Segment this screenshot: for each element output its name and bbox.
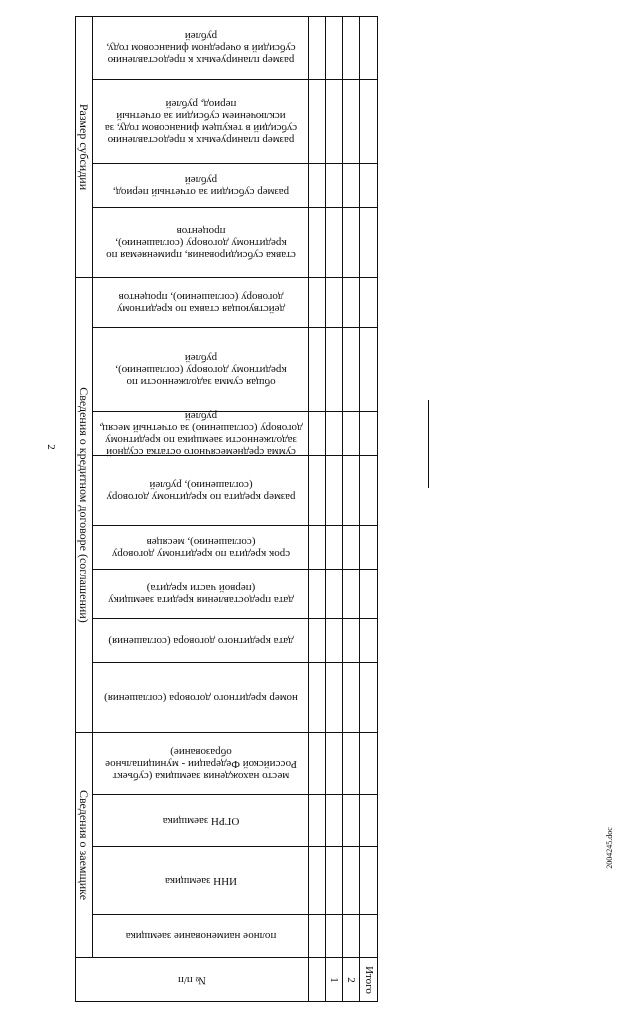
data-cell (326, 17, 343, 80)
col-header-label: сумма среднемесячного остатка ссудной задолженности заемщика по кредитному договору (соглашению) за отчетный месяц, рублей (98, 409, 303, 458)
group-header-cell (76, 733, 93, 958)
table-row (76, 80, 378, 164)
data-cell (326, 278, 343, 328)
data-cell (343, 17, 360, 80)
data-cell (326, 208, 343, 278)
data-cell (343, 208, 360, 278)
data-cell (360, 164, 378, 208)
col-header-cell (93, 456, 309, 526)
document-code: 2004245.doc (605, 827, 614, 869)
table-row (76, 958, 378, 1002)
data-cell (326, 795, 343, 847)
gap-cell (309, 17, 326, 80)
row-label-cell (343, 958, 360, 1002)
data-cell (326, 164, 343, 208)
page-number: 2 (45, 444, 57, 450)
col-header-label: ИНН заемщика (164, 874, 237, 887)
group-header-label: Сведения о кредитном договоре (соглашении) (77, 387, 91, 623)
table-row (76, 733, 378, 795)
table-row (76, 663, 378, 733)
gap-cell (309, 958, 326, 1002)
col-header-cell (93, 17, 309, 80)
data-cell (360, 328, 378, 412)
row-label: Итого (362, 965, 375, 994)
gap-cell (309, 847, 326, 915)
col-header-cell (93, 733, 309, 795)
data-cell (343, 80, 360, 164)
gap-cell (309, 412, 326, 456)
gap-cell (309, 456, 326, 526)
gap-cell (309, 80, 326, 164)
subsidy-table (75, 16, 378, 1002)
col-header-label: ОГРН заемщика (162, 814, 239, 827)
separator-line (428, 400, 429, 488)
table-row (76, 570, 378, 619)
table-row (76, 328, 378, 412)
data-cell (360, 208, 378, 278)
data-cell (343, 456, 360, 526)
data-cell (360, 526, 378, 570)
data-cell (343, 526, 360, 570)
row-label-cell (326, 958, 343, 1002)
col-header-cell (93, 208, 309, 278)
gap-cell (309, 278, 326, 328)
data-cell (343, 663, 360, 733)
gap-cell (309, 795, 326, 847)
data-cell (343, 847, 360, 915)
gap-cell (309, 526, 326, 570)
data-cell (326, 663, 343, 733)
data-cell (360, 80, 378, 164)
data-cell (360, 570, 378, 619)
col-header-label: размер субсидии за отчетный период, рублей (112, 173, 289, 198)
col-header-label: № п/п (177, 973, 207, 986)
data-cell (343, 619, 360, 663)
col-header-cell (93, 80, 309, 164)
col-header-cell (93, 915, 309, 958)
data-cell (360, 733, 378, 795)
table-row (76, 412, 378, 456)
gap-cell (309, 570, 326, 619)
data-cell (360, 619, 378, 663)
row-label: 2 (345, 976, 357, 983)
data-cell (360, 456, 378, 526)
col-header-label: общая сумма задолженности по кредитному договору (соглашению), рублей (114, 351, 287, 388)
data-cell (360, 795, 378, 847)
gap-cell (309, 663, 326, 733)
data-cell (326, 526, 343, 570)
table-row (76, 619, 378, 663)
data-cell (343, 278, 360, 328)
row-label: 1 (328, 976, 340, 983)
data-cell (343, 733, 360, 795)
col-header-label: действующая ставка по кредитному договору (соглашению), процентов (116, 290, 285, 315)
data-cell (326, 847, 343, 915)
table-row (76, 795, 378, 847)
table-row (76, 847, 378, 915)
col-header-cell (93, 663, 309, 733)
group-header-cell (76, 17, 93, 278)
data-cell (343, 570, 360, 619)
data-cell (360, 278, 378, 328)
col-header-cell (93, 847, 309, 915)
data-cell (326, 456, 343, 526)
col-header-label: дата кредитного договора (соглашения) (107, 634, 294, 647)
table-row (76, 526, 378, 570)
table-row (76, 164, 378, 208)
data-cell (326, 733, 343, 795)
data-cell (326, 619, 343, 663)
group-header-cell (76, 278, 93, 733)
col-header-cell (93, 278, 309, 328)
col-header-label: дата предоставления кредита заемщику (первой части кредита) (107, 582, 294, 606)
table-row (76, 456, 378, 526)
data-cell (343, 412, 360, 456)
data-cell (326, 412, 343, 456)
col-header-cell (93, 526, 309, 570)
col-header-cell (93, 619, 309, 663)
table-row (76, 278, 378, 328)
gap-cell (309, 619, 326, 663)
col-header-label: срок кредита по кредитному договору (соглашению), месяцев (111, 535, 290, 560)
col-header-label: размер планируемых к предоставлению субсидий в очередном финансовом году, рублей (105, 30, 296, 66)
data-cell (343, 164, 360, 208)
data-cell (360, 663, 378, 733)
gap-cell (309, 915, 326, 958)
col-header-cell (93, 409, 309, 458)
group-header-label: Размер субсидии (77, 103, 91, 191)
data-cell (360, 847, 378, 915)
data-cell (326, 80, 343, 164)
data-cell (326, 328, 343, 412)
table-row (76, 208, 378, 278)
col-header-label: номер кредитного договора (соглашения) (103, 691, 298, 704)
col-header-label: место нахождения заемщика (субъект Российской Федерации - муниципальное образование) (104, 745, 297, 782)
data-cell (360, 17, 378, 80)
col-header-label: полное наименование заемщика (125, 930, 276, 942)
col-header-label: ставка субсидирования, применяемая по кредитному договору (соглашению), процентов (105, 224, 296, 261)
data-cell (343, 328, 360, 412)
data-cell (360, 412, 378, 456)
gap-cell (309, 733, 326, 795)
col-header-label: размер кредита по кредитному договору (соглашению), рублей (106, 478, 296, 503)
col-header-cell (93, 795, 309, 847)
col-header-cell (93, 570, 309, 619)
gap-cell (309, 208, 326, 278)
table-row (76, 17, 378, 80)
col-header-cell (93, 328, 309, 412)
data-cell (326, 570, 343, 619)
group-header-label: Сведения о заемщике (77, 789, 91, 901)
gap-cell (309, 164, 326, 208)
data-cell (343, 795, 360, 847)
gap-cell (309, 328, 326, 412)
col-header-cell (93, 164, 309, 208)
row-label-cell (360, 958, 378, 1002)
col-header-cell (76, 958, 309, 1002)
col-header-label: размер планируемых к предоставлению субсидий в текущем финансовом году, за исключением субсидии за отчетный период, рублей (104, 97, 297, 146)
